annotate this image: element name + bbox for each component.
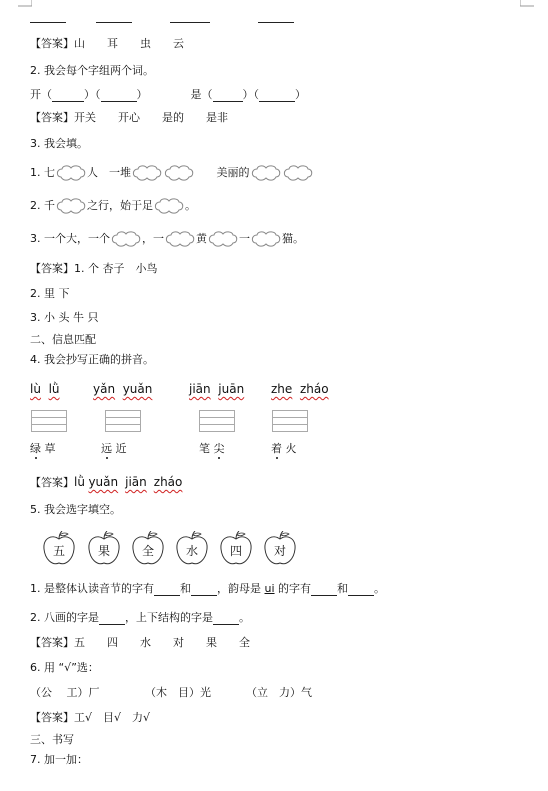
pinyin-option: yuǎn	[122, 382, 153, 396]
pinyin-writing-box[interactable]	[31, 410, 67, 432]
word-1	[30, 442, 56, 456]
apple-card	[87, 531, 121, 567]
q5-l1-text-b: 和	[180, 582, 191, 595]
q2-answer: 【答案】开关 开心 是的 是非	[30, 111, 228, 124]
top-blank-2	[96, 22, 132, 23]
q5-l1-text-e: 和	[337, 582, 349, 595]
word-char-marked: 着	[271, 442, 282, 455]
word-3	[199, 442, 225, 456]
q5-l1-text-c: ，韵母是	[217, 582, 261, 595]
q3-line-3	[30, 230, 304, 248]
cloud-blank	[165, 230, 195, 248]
q3-l3-text-b: ，一	[142, 232, 164, 245]
section-3-title: 三、书写	[30, 733, 74, 746]
q5-line-2	[30, 611, 250, 625]
cloud-blank	[154, 197, 184, 215]
q2-line: 开（ ）（ ） 是（ ）（ ）	[30, 88, 306, 101]
q5-blank	[311, 583, 337, 596]
q2-char-2: 是	[190, 88, 202, 101]
q2-blank-4	[259, 89, 295, 102]
q5-l1-ui: ui	[264, 582, 275, 595]
pinyin-option: yǎn	[93, 382, 116, 396]
apple-card	[175, 531, 209, 567]
cloud-blank	[56, 197, 86, 215]
q7-title: 7. 加一加：	[30, 753, 88, 766]
q2-blank-2	[101, 89, 137, 102]
pinyin-writing-box[interactable]	[272, 410, 308, 432]
q3-l2-text-a: 2. 千	[30, 199, 55, 212]
pinyin-pair-4	[271, 382, 329, 396]
answer-label: 【答案】	[30, 476, 74, 489]
q3-line-2	[30, 197, 196, 215]
q6-answer: 【答案】工√ 目√ 力√	[30, 711, 151, 724]
cloud-blank	[283, 164, 313, 182]
pinyin-pair-2	[93, 382, 152, 396]
q3-l1-text-c: 美丽的	[216, 166, 250, 179]
word-char: 火	[285, 442, 297, 455]
pinyin-option: juān	[218, 382, 245, 396]
apple-char: 水	[185, 544, 198, 558]
apple-char: 全	[141, 544, 154, 558]
q5-blank	[99, 612, 125, 625]
q1-answer: 【答案】山 耳 虫 云	[30, 37, 184, 50]
corner-mark-right	[520, 0, 534, 8]
top-blank-3	[170, 22, 210, 23]
q3-l3-text-c: 黄	[196, 232, 207, 245]
pinyin-pair-1	[30, 382, 60, 396]
word-char-marked: 远	[101, 442, 112, 455]
q6-title: 6. 用 “√”选：	[30, 661, 99, 674]
q2-blank-1	[52, 89, 84, 102]
answer-pinyin: zháo	[153, 475, 183, 489]
q5-answer: 【答案】五 四 水 对 果 全	[30, 636, 250, 649]
pinyin-option: lǜ	[48, 382, 60, 396]
pinyin-writing-box[interactable]	[199, 410, 235, 432]
cloud-blank	[208, 230, 238, 248]
word-char-marked: 尖	[213, 442, 225, 455]
q5-l1-text-f: 。	[374, 582, 386, 595]
word-4	[271, 442, 297, 456]
cloud-blank	[164, 164, 194, 182]
top-blank-4	[258, 22, 294, 23]
q3-l2-text-c: 。	[185, 199, 196, 212]
cloud-blank	[251, 164, 281, 182]
q3-l3-text-d: 一	[239, 232, 250, 245]
q3-answer-3: 3. 小 头 牛 只	[30, 311, 99, 324]
word-2	[101, 442, 127, 456]
q3-answer-2: 2. 里 下	[30, 287, 70, 300]
q4-answer	[30, 475, 182, 490]
top-blank-1	[30, 22, 66, 23]
q6-option-1: （公 工）厂	[30, 686, 100, 699]
apple-char: 五	[52, 544, 65, 558]
q3-l1-text-b: 人 一堆	[87, 166, 131, 179]
answer-pinyin: jiān	[125, 475, 147, 489]
q5-line-1	[30, 582, 385, 596]
q5-blank	[348, 583, 374, 596]
apple-char: 四	[229, 544, 242, 558]
q5-title: 5. 我会选字填空。	[30, 503, 121, 516]
q3-l1-text-a: 1. 七	[30, 166, 55, 179]
cloud-blank	[132, 164, 162, 182]
q5-l2-text-b: ，上下结构的字是	[125, 611, 213, 624]
q3-answer-1: 【答案】1. 个 杏子 小鸟	[30, 262, 158, 275]
word-char: 近	[115, 442, 127, 455]
q6-option-3: （立 力）气	[246, 686, 312, 699]
q5-l2-text-c: 。	[239, 611, 250, 624]
q5-l1-text-a: 1. 是整体认读音节的字有	[30, 582, 154, 595]
answer-pinyin: yuǎn	[88, 475, 119, 489]
word-char: 笔	[199, 442, 210, 455]
apple-char: 对	[273, 544, 286, 558]
apple-card	[131, 531, 165, 567]
q5-blank	[213, 612, 239, 625]
q3-l2-text-b: 之行，始于足	[87, 199, 153, 212]
word-char-marked: 绿	[30, 442, 41, 455]
pinyin-option: jiān	[189, 382, 211, 396]
q3-line-1	[30, 164, 314, 182]
q3-l3-text-a: 3. 一个大，一个	[30, 232, 110, 245]
apple-card	[219, 531, 253, 567]
corner-mark-left	[18, 0, 32, 8]
cloud-blank	[111, 230, 141, 248]
q2-title: 2. 我会每个字组两个词。	[30, 64, 154, 77]
cloud-blank	[56, 164, 86, 182]
pinyin-option: zháo	[299, 382, 329, 396]
word-char: 草	[44, 442, 56, 455]
pinyin-writing-box[interactable]	[105, 410, 141, 432]
q3-l3-text-e: 猫。	[282, 232, 304, 245]
q5-l2-text-a: 2. 八画的字是	[30, 611, 99, 624]
cloud-blank	[251, 230, 281, 248]
answer-pinyin: lǜ	[74, 475, 85, 489]
q2-blank-3	[213, 89, 243, 102]
section-2-title: 二、信息匹配	[30, 333, 96, 346]
apple-char: 果	[97, 544, 110, 558]
apple-card	[263, 531, 297, 567]
q5-blank	[154, 583, 180, 596]
pinyin-pair-3	[189, 382, 244, 396]
pinyin-option: zhe	[271, 382, 293, 396]
q2-char-1: 开	[30, 88, 41, 101]
q4-title: 4. 我会抄写正确的拼音。	[30, 353, 154, 366]
q5-l1-text-d: 的字有	[278, 582, 312, 595]
q5-blank	[191, 583, 217, 596]
q6-option-2: （木 目）光	[145, 686, 211, 699]
apple-card	[42, 531, 76, 567]
q3-title: 3. 我会填。	[30, 137, 88, 150]
pinyin-option: lù	[30, 382, 41, 396]
